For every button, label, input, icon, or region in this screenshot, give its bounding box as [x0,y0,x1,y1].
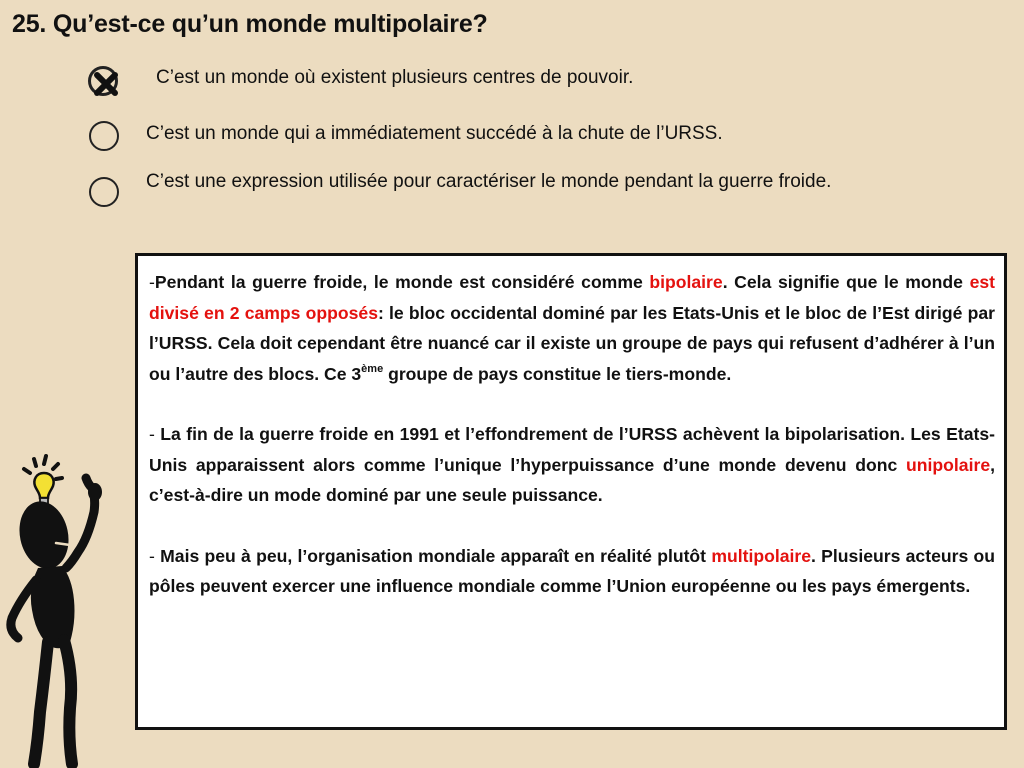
highlight-multipolaire: multipolaire [711,545,812,566]
text-span: . Plusieurs acteurs ou pôles peuvent exercer une influence mondiale comme l’Union européenne ou les pays émergents. [149,545,995,596]
bullet-dash: - [149,424,161,444]
highlight-camps: est divisé en 2 camps opposés [149,272,995,323]
bullet-dash: - [149,545,161,566]
question-title: 25. Qu’est-ce qu’un monde multipolaire? [12,10,488,38]
explanation-paragraph-multipolar [149,541,995,602]
text-span: Mais peu à peu, l’organisation mondiale apparaît en réalité plutôt [160,545,712,566]
text-span: , c’est-à-dire un mode dominé par une seule puissance. [149,454,995,505]
explanation-paragraph-unipolar [149,419,995,511]
x-mark-icon [88,66,124,102]
highlight-unipolaire: unipolaire [906,454,991,475]
option-3-text[interactable]: C’est une expression utilisée pour caractériser le monde pendant la guerre froide. [146,171,832,192]
option-3-radio[interactable] [89,177,119,207]
option-1-text[interactable]: C’est un monde où existent plusieurs centres de pouvoir. [156,67,634,88]
text-span: La fin de la guerre froide en 1991 et l’effondrement de l’URSS achèvent la bipolarisation. Les Etats-Unis apparaissent alors comme l’unique l’hyperpuissance d’une monde devenu donc [149,424,995,475]
text-span: . Cela signifie que le monde [722,272,970,292]
lightbulb-icon [34,473,53,505]
explanation-box [135,253,1007,730]
bullet-dash: - [149,272,155,292]
highlight-bipolaire: bipolaire [649,272,723,292]
thinking-figure-icon [0,450,135,768]
text-span: : le bloc occidental dominé par les Etats-Unis et le bloc de l’Est dirigé par l’URSS. Cela doit cependant être nuancé car il existe un groupe de pays qui refusent d’adhérer à l’un ou l’autre des blocs. Ce 3 [149,302,995,384]
option-1-radio-selected[interactable] [88,66,118,96]
text-span: Pendant la guerre froide, le monde est considéré comme [154,272,650,292]
superscript: ème [361,362,384,375]
explanation-paragraph-bipolar [149,267,995,389]
option-2-text[interactable]: C’est un monde qui a immédiatement succédé à la chute de l’URSS. [146,123,723,144]
option-2-radio[interactable] [89,121,119,151]
text-span: groupe de pays constitue le tiers-monde. [383,363,732,384]
